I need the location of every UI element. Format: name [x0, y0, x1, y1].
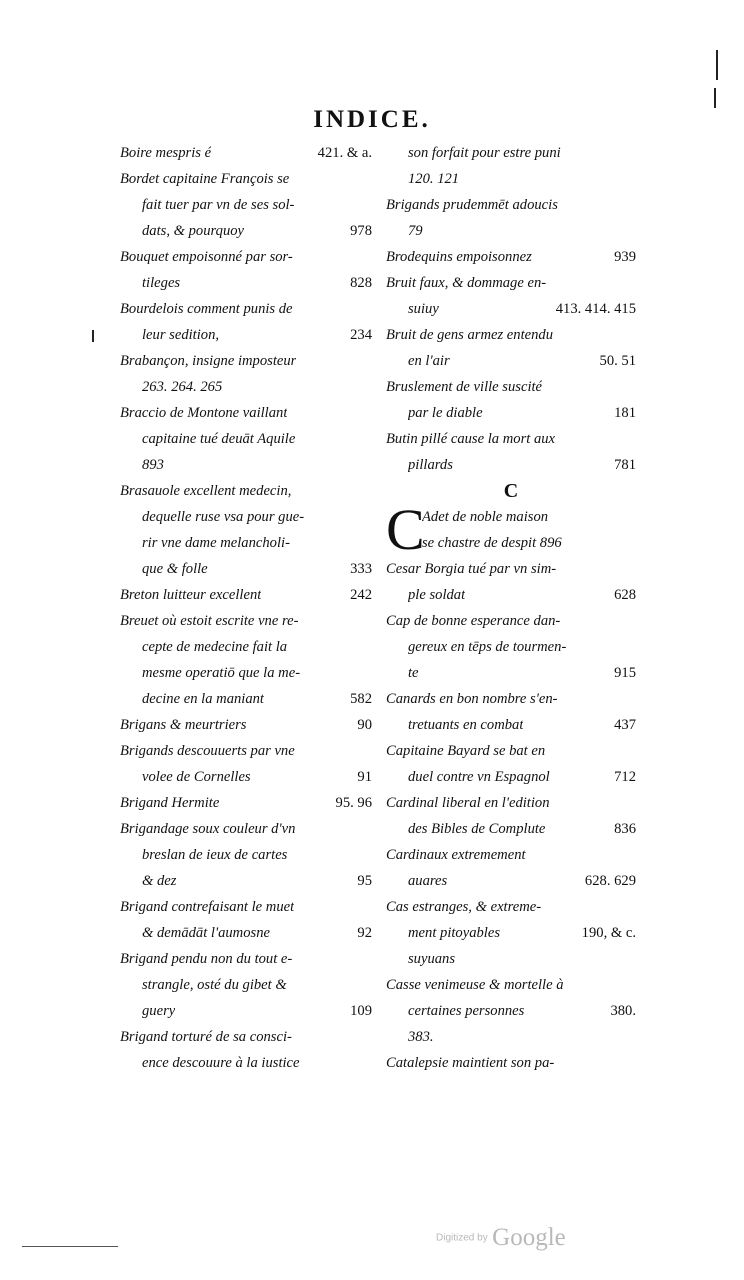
index-line [120, 660, 372, 686]
index-page-ref: 380. [610, 1003, 636, 1019]
index-entry-text: 263. 264. 265 [142, 379, 223, 395]
index-line [120, 790, 372, 816]
index-entry-text: tretuants en combat [408, 717, 524, 733]
index-entry-text: auares [408, 873, 448, 889]
index-entry-text: Canards en bon nombre s'en- [386, 691, 558, 707]
index-line [386, 816, 636, 842]
index-entry-text: Cesar Borgia tué par vn sim- [386, 561, 557, 577]
section-letter: C [503, 480, 519, 502]
index-entry-text: ment pitoyables [408, 925, 501, 941]
index-entry-text: Brasauole excellent medecin, [120, 483, 292, 499]
margin-mark [716, 50, 718, 80]
index-page-ref: 50. 51 [599, 353, 636, 369]
index-line [386, 764, 636, 790]
index-line [386, 842, 636, 868]
index-entry-text: Brigand torturé de sa consci- [120, 1029, 292, 1045]
index-entry-text: certaines personnes [408, 1003, 525, 1019]
index-line [422, 530, 636, 556]
index-entry-text: & dez [142, 873, 177, 889]
index-line [120, 400, 372, 426]
index-line [386, 998, 636, 1024]
index-line [120, 998, 372, 1024]
index-line [386, 920, 636, 946]
index-entry-text: Bruit de gens armez entendu [386, 327, 553, 343]
index-entry-text: Cardinal liberal en l'edition [386, 795, 550, 811]
index-line [120, 452, 372, 478]
index-line [120, 530, 372, 556]
index-line [422, 504, 636, 530]
index-entry-text: capitaine tué deuāt Aquile [142, 431, 296, 447]
index-page-ref [366, 1024, 372, 1050]
index-line [120, 1024, 372, 1050]
index-line [120, 270, 372, 296]
index-page-ref: 190, & c. [581, 925, 636, 941]
index-line [386, 1050, 636, 1076]
index-entry-text: Casse venimeuse & mortelle à [386, 977, 564, 993]
index-entry-text: rir vne dame melancholi- [142, 535, 290, 551]
index-page-ref: 915 [614, 665, 636, 681]
index-line [386, 400, 636, 426]
index-page-ref: 333 [350, 561, 372, 577]
index-page-ref: 109 [350, 1003, 372, 1019]
index-entry-text: Brigand contrefaisant le muet [120, 899, 295, 915]
index-line [386, 166, 636, 192]
index-line [120, 140, 372, 166]
index-line [386, 140, 636, 166]
index-page-ref: 939 [614, 249, 636, 265]
index-entry-text: duel contre vn Espagnol [408, 769, 550, 785]
index-entry-text: Braccio de Montone vaillant [120, 405, 288, 421]
index-entry-text: suiuy [408, 301, 439, 317]
index-entry-text: Bruit faux, & dommage en- [386, 275, 547, 291]
index-page-ref [366, 192, 372, 218]
index-page-ref: 92 [357, 925, 372, 941]
index-entry-text: 79 [408, 223, 423, 239]
index-line [120, 192, 372, 218]
index-page-ref [366, 1050, 372, 1076]
index-page-ref [366, 660, 372, 686]
index-line [120, 218, 372, 244]
index-page-ref [630, 140, 636, 166]
index-page-ref [366, 166, 372, 192]
index-page-ref: 628. 629 [584, 873, 636, 889]
index-page-ref [630, 972, 636, 998]
index-entry-text: Catalepsie maintient son pa- [386, 1055, 555, 1071]
index-page-ref [630, 426, 636, 452]
index-entry-text: suyuans [408, 951, 456, 967]
index-page-ref [630, 894, 636, 920]
index-entry-text: tileges [142, 275, 181, 291]
index-line [386, 894, 636, 920]
index-page-ref: 91 [357, 769, 372, 785]
index-page-ref [630, 218, 636, 244]
index-entry-text: Brigand Hermite [120, 795, 220, 811]
index-page-ref [630, 608, 636, 634]
dropcap-entry [386, 497, 636, 562]
index-line [386, 192, 636, 218]
index-page-ref [366, 738, 372, 764]
index-page-ref: 828 [350, 275, 372, 291]
index-line [386, 790, 636, 816]
index-page-ref: 582 [350, 691, 372, 707]
index-line [120, 816, 372, 842]
index-page-ref [630, 270, 636, 296]
index-page-ref [630, 556, 636, 582]
index-page-ref [366, 842, 372, 868]
index-page-ref [366, 478, 372, 504]
index-entry-text: Brigands descouuerts par vne [120, 743, 295, 759]
index-line [386, 868, 636, 894]
index-page-ref: 712 [614, 769, 636, 785]
index-page-ref: 234 [350, 327, 372, 343]
index-entry-text: Cardinaux extremement [386, 847, 526, 863]
index-entry-text: Capitaine Bayard se bat en [386, 743, 546, 759]
index-line [120, 322, 372, 348]
index-line [386, 296, 636, 322]
index-line [120, 244, 372, 270]
watermark-small-text: Digitized by [436, 1232, 488, 1244]
index-page-ref [366, 348, 372, 374]
index-line [120, 920, 372, 946]
index-entry-text: Breuet où estoit escrite vne re- [120, 613, 299, 629]
index-line [386, 634, 636, 660]
index-entry-text: Cap de bonne esperance dan- [386, 613, 561, 629]
index-line [120, 504, 372, 530]
index-entry-text: fait tuer par vn de ses sol- [142, 197, 295, 213]
index-page-ref [630, 842, 636, 868]
index-entry-text: volee de Cornelles [142, 769, 251, 785]
index-page-ref: 836 [614, 821, 636, 837]
index-entry-text: se chastre de despit 896 [422, 535, 562, 551]
index-page-ref [630, 634, 636, 660]
index-page-ref: 90 [357, 717, 372, 733]
index-entry-text: Boire mespris é [120, 145, 212, 161]
index-line [386, 322, 636, 348]
index-line [120, 686, 372, 712]
index-page-ref: 421. & a. [317, 145, 372, 161]
index-entry-text: 383. [408, 1029, 434, 1045]
index-line [120, 764, 372, 790]
index-line [386, 218, 636, 244]
index-page-ref: 95. 96 [335, 795, 372, 811]
index-column-left [120, 140, 372, 1076]
page-title: INDICE. [313, 106, 431, 133]
margin-mark [714, 88, 716, 108]
index-page-ref [630, 946, 636, 972]
index-line [386, 582, 636, 608]
index-page-ref [366, 946, 372, 972]
index-line [120, 634, 372, 660]
index-page-ref [366, 530, 372, 556]
index-page-ref: 437 [614, 717, 636, 733]
index-line [386, 1024, 636, 1050]
index-line [386, 348, 636, 374]
index-line [386, 738, 636, 764]
index-page-ref [366, 296, 372, 322]
bottom-rule [22, 1246, 118, 1247]
index-entry-text: dats, & pourquoy [142, 223, 245, 239]
index-page-ref [630, 166, 636, 192]
index-column-right [386, 140, 636, 1076]
index-line [386, 374, 636, 400]
index-line [120, 296, 372, 322]
index-page-ref [630, 1024, 636, 1050]
index-entry-text: son forfait pour estre puni [408, 145, 561, 161]
index-line [120, 556, 372, 582]
index-line [120, 972, 372, 998]
index-page-ref [630, 738, 636, 764]
index-entry-text: decine en la maniant [142, 691, 264, 707]
index-entry-text: strangle, osté du gibet & [142, 977, 287, 993]
index-entry-text: que & folle [142, 561, 208, 577]
index-line [120, 582, 372, 608]
index-page-ref [366, 504, 372, 530]
index-page-ref: 781 [614, 457, 636, 473]
index-entry-text: Bourdelois comment punis de [120, 301, 293, 317]
index-page-ref [366, 426, 372, 452]
index-page-ref [630, 192, 636, 218]
index-entry-text: par le diable [408, 405, 483, 421]
index-entry-text: te [408, 665, 419, 681]
index-line [120, 712, 372, 738]
index-page-ref [366, 816, 372, 842]
index-entry-text: guery [142, 1003, 176, 1019]
google-logo: Google [492, 1224, 566, 1251]
index-entry-text: Brigand pendu non du tout e- [120, 951, 293, 967]
index-entry-text: en l'air [408, 353, 450, 369]
index-entry-text: ence descouure à la iustice [142, 1055, 300, 1071]
index-entry-text: breslan de ieux de cartes [142, 847, 288, 863]
margin-mark [92, 330, 94, 342]
index-line [386, 712, 636, 738]
index-page-ref [366, 400, 372, 426]
index-entry-text: leur sedition, [142, 327, 220, 343]
index-line [386, 972, 636, 998]
index-entry-text: gereux en tēps de tourmen- [408, 639, 567, 655]
index-entry-text: pillards [408, 457, 453, 473]
index-page-ref [630, 790, 636, 816]
index-page-ref: 242 [350, 587, 372, 603]
index-page-ref [630, 374, 636, 400]
index-line [120, 1050, 372, 1076]
index-line [386, 686, 636, 712]
index-line [120, 608, 372, 634]
index-entry-text: Bordet capitaine François se [120, 171, 290, 187]
index-entry-text: Butin pillé cause la mort aux [386, 431, 556, 447]
index-page-ref [630, 1050, 636, 1076]
index-entry-text: Brabançon, insigne imposteur [120, 353, 297, 369]
index-page-ref [630, 686, 636, 712]
index-entry-text: Bruslement de ville suscité [386, 379, 543, 395]
index-line [386, 608, 636, 634]
index-entry-text: ple soldat [408, 587, 466, 603]
index-entry-text: Brigandage soux couleur d'vn [120, 821, 296, 837]
index-page-ref: 628 [614, 587, 636, 603]
index-line [386, 244, 636, 270]
index-page-ref [366, 244, 372, 270]
digitized-watermark [436, 1224, 566, 1252]
index-page-ref [366, 894, 372, 920]
index-entry-text: mesme operatiō que la me- [142, 665, 301, 681]
index-page-ref [366, 634, 372, 660]
index-line [386, 426, 636, 452]
index-entry-text: Brigans & meurtriers [120, 717, 247, 733]
index-line [120, 842, 372, 868]
dropcap-letter: C [386, 497, 425, 562]
index-entry-text: & demādāt l'aumosne [142, 925, 270, 941]
index-line [120, 894, 372, 920]
index-page-ref [630, 322, 636, 348]
index-line [120, 946, 372, 972]
index-entry-text: 893 [142, 457, 164, 473]
index-line [386, 556, 636, 582]
index-entry-text: Bouquet empoisonné par sor- [120, 249, 293, 265]
index-page-ref: 181 [614, 405, 636, 421]
index-line [386, 660, 636, 686]
index-page-ref: 978 [350, 223, 372, 239]
index-line [120, 738, 372, 764]
index-line [386, 946, 636, 972]
index-line [120, 348, 372, 374]
index-line [120, 166, 372, 192]
index-entry-text: Brodequins empoisonnez [386, 249, 532, 265]
index-page-ref [366, 972, 372, 998]
index-entry-text: Brigands prudemmēt adoucis [386, 197, 558, 213]
index-entry-text: 120. 121 [408, 171, 460, 187]
index-line [120, 374, 372, 400]
index-line [120, 868, 372, 894]
index-entry-text: Breton luitteur excellent [120, 587, 262, 603]
index-page-ref [366, 452, 372, 478]
index-page-ref [366, 608, 372, 634]
index-entry-text: des Bibles de Complute [408, 821, 546, 837]
index-page-ref: 413. 414. 415 [555, 301, 636, 317]
index-entry-text: cepte de medecine fait la [142, 639, 288, 655]
index-page-ref [366, 374, 372, 400]
index-line [386, 452, 636, 478]
index-line [386, 270, 636, 296]
index-page-ref: 95 [357, 873, 372, 889]
index-entry-text: Adet de noble maison [422, 509, 549, 525]
index-line [120, 426, 372, 452]
index-line [120, 478, 372, 504]
index-entry-text: Cas estranges, & extreme- [386, 899, 542, 915]
index-entry-text: dequelle ruse vsa pour gue- [142, 509, 305, 525]
